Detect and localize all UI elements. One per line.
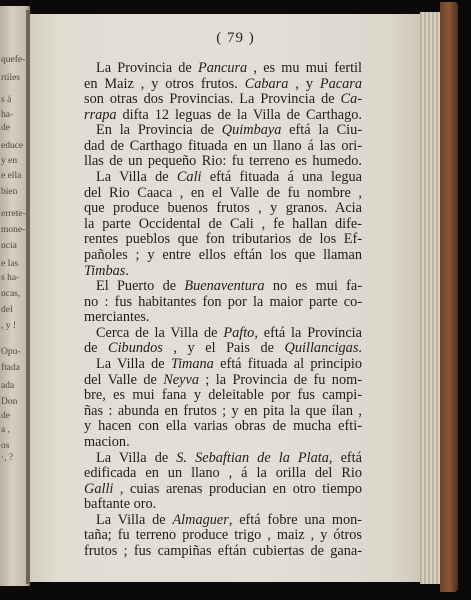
text-line: no : fus habitantes fon por la maior parte co- xyxy=(84,293,362,310)
italic-term: Pafto xyxy=(223,324,255,341)
left-page-fragment: bien xyxy=(1,187,18,197)
book-cover xyxy=(440,2,458,592)
text-line: bre, es mui fana y deleitable por fus campi- xyxy=(84,387,362,404)
text-line: ñas : abunda en frutos ; y en pita la que ílan , xyxy=(84,402,362,419)
left-page-fragment: quefe- xyxy=(1,55,26,65)
left-page-fragment: s á xyxy=(1,95,12,105)
text-line: En la Provincia de Quimbaya eftá la Ciu- xyxy=(96,122,362,139)
left-page-fragment: e ella xyxy=(1,171,22,181)
text-line: La Provincia de Pancura , es mu mui fertil xyxy=(96,60,362,76)
text-line: llas de un pequeño Rio: fu terreno es humedo. xyxy=(84,153,362,170)
italic-term: Neyva xyxy=(163,371,199,388)
text-line: de Cibundos , y el Pais de Quillancigas. xyxy=(84,340,362,357)
text-line: pañoles ; y entre ellos eftán los que llaman xyxy=(84,246,362,263)
left-page-fragment: mone- xyxy=(1,225,26,235)
left-page-fragment: ·, ? xyxy=(1,453,14,463)
text-line: edificada en un llano , á la orilla del Rio xyxy=(84,465,362,482)
italic-term: Ca- xyxy=(340,91,362,108)
italic-term: Galli xyxy=(84,480,114,497)
text-line: en Maiz , y otros frutos. Cabara , y Pacara xyxy=(84,75,362,92)
left-page-fragment: ncia xyxy=(1,241,17,251)
text-line: La Villa de Cali eftá fituada á una legua xyxy=(96,169,363,186)
italic-term: Quimbaya xyxy=(221,122,282,139)
left-page-fragment: Opu- xyxy=(1,347,21,357)
text-line: la parte Occidental de Cali , fe hallan dife- xyxy=(84,215,362,232)
left-page-fragment: s ha- xyxy=(1,273,20,283)
text-line: macion. xyxy=(84,433,130,450)
left-page-fragment: educe xyxy=(1,141,24,151)
italic-term: Timana xyxy=(170,356,214,373)
text-line: taña; fu terreno produce trigo , maiz , y ótros xyxy=(84,527,362,544)
text-line: La Villa de Almaguer, eftá fobre una mon- xyxy=(96,511,363,528)
italic-term: S. Sebaftian de la Plata xyxy=(176,449,329,466)
left-page-fragment: errete- xyxy=(1,209,26,219)
text-line: La Villa de S. Sebaftian de la Plata, eftá xyxy=(96,449,362,466)
italic-term: Cali xyxy=(176,169,202,186)
italic-term: rrapa xyxy=(84,106,117,123)
italic-term: Almaguer xyxy=(172,511,229,528)
text-line: Timbas. xyxy=(84,262,129,279)
text-line: frutos ; fus campiñas eftán cubiertas de gana- xyxy=(84,542,362,559)
text-line: que produce buenos frutos , y granos. Acia xyxy=(84,200,362,217)
text-line: Cerca de la Villa de Pafto, eftá la Provincia xyxy=(96,324,362,341)
left-page-fragment: ada xyxy=(1,381,15,391)
left-page-fragment: , y ! xyxy=(1,321,17,331)
left-page-fragment: de xyxy=(1,411,10,421)
text-line: y hacen con ella varias obras de mucha efti- xyxy=(84,418,362,435)
italic-term: Timbas xyxy=(84,262,126,279)
italic-term: Buenaventura xyxy=(184,278,265,295)
text-line: Galli , cuias arenas producian en otro tiempo xyxy=(84,480,362,497)
italic-term: Pancura xyxy=(197,60,248,76)
left-page-fragment: ncas, xyxy=(1,289,21,299)
left-page-fragment: de xyxy=(1,123,10,133)
text-line: rrapa difta 12 leguas de la Villa de Carthago. xyxy=(84,106,362,123)
text-line: baftante oro. xyxy=(84,496,157,513)
left-page-fragment: e las xyxy=(1,259,19,269)
page-edges xyxy=(420,12,440,584)
left-page-fragment: os xyxy=(1,441,10,451)
left-page-fragment: y en xyxy=(1,156,18,166)
left-page-fragment: del xyxy=(1,305,13,315)
text-line: rentes pueblos que fon tributarios de los Ef- xyxy=(84,231,362,248)
text-line: son otras dos Provincias. La Provincia de Ca- xyxy=(84,91,362,108)
text-line: merciantes. xyxy=(84,309,150,326)
left-page-fragment: ftada xyxy=(1,363,20,373)
italic-term: Cabara xyxy=(244,75,289,92)
text-line: del Rio Caaca , en el Valle de fu nombre , xyxy=(84,184,362,201)
left-page-fragment: Don xyxy=(1,397,18,407)
left-page-fragment: ha- xyxy=(1,110,14,120)
page-number: ( 79 ) xyxy=(216,30,255,46)
text-line: dad de Carthago fituada en un llano á las ori- xyxy=(84,137,362,154)
text-line: El Puerto de Buenaventura no es mui fa- xyxy=(96,278,362,295)
text-line: del Valle de Neyva ; la Provincia de fu nom- xyxy=(84,371,362,388)
italic-term: Pacara xyxy=(319,75,362,92)
left-page-fragment: rtiles xyxy=(1,73,20,83)
text-line: La Villa de Timana eftá fituada al principio xyxy=(96,356,363,373)
italic-term: Cibundos xyxy=(108,340,163,357)
italic-term: Quillancigas xyxy=(284,340,359,357)
left-page-fragment: a , xyxy=(1,425,10,435)
